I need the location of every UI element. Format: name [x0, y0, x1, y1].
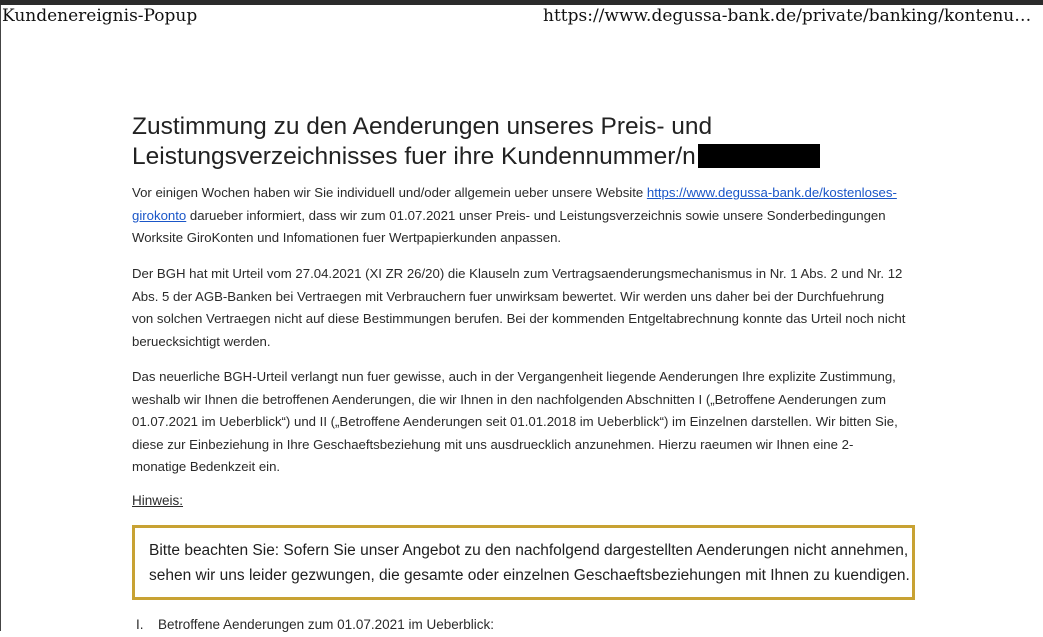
- girokonto-link[interactable]: https://www.degussa-bank.de/kostenloses-girokonto: [132, 185, 897, 223]
- page-title-line1: Zustimmung zu den Aenderungen unseres Preis- und: [132, 113, 713, 140]
- window-left-border: [0, 5, 1, 631]
- hinweis-label: Hinweis:: [132, 493, 184, 508]
- list-item-number: I.: [136, 617, 144, 632]
- intro-text-after-link: darueber informiert, dass wir zum 01.07.2021 unser Preis- und Leistungsverzeichnis sowie unsere Sonderbedingungen Worksite GiroKonten und Infomationen fuer Wertpapierkunden anpassen.: [132, 207, 886, 246]
- redacted-customer-number: [698, 144, 820, 168]
- notice-text: Bitte beachten Sie: Sofern Sie unser Angebot zu den nachfolgend dargestellten Aenderungen nicht annehmen, sehen wir uns leider gezwungen, die gesamte oder einzelnen Geschaeftsbeziehungen mit Ihnen zu kuendigen.: [149, 542, 910, 584]
- list-item: [136, 614, 494, 637]
- popup-title: Kundenereignis-Popup: [2, 6, 198, 26]
- intro-text-before-link: Vor einigen Wochen haben wir Sie individuell und/oder allgemein ueber unsere Website: [132, 185, 647, 200]
- popup-url: https://www.degussa-bank.de/private/banking/kontenu…: [543, 6, 1032, 26]
- popup-header: [0, 5, 1043, 29]
- intro-paragraph: [132, 182, 907, 250]
- list-item-text: Betroffene Aenderungen zum 01.07.2021 im Ueberblick:: [158, 617, 494, 632]
- consent-request-paragraph: Das neuerliche BGH-Urteil verlangt nun fuer gewisse, auch in der Vergangenheit liegende Aenderungen Ihre explizite Zustimmung, weshalb wir Ihnen die betroffenen Aenderungen, die wir Ihnen in den nachfolgenden Abschnitten I („Betroffene Aenderungen zum 01.07.2021 im Ueberblick“) und II („Betroffene Aenderungen seit 01.01.2018 im Ueberblick“) im Einzelnen darstellen. Wir bitten Sie, diese zur Einbeziehung in Ihre Geschaeftsbeziehung mit uns ausdruecklich anzunehmen. Hierzu raeumen wir Ihnen eine 2-monatige Bedenkzeit ein.: [132, 369, 898, 475]
- notice-box: [132, 525, 915, 600]
- page-title-line2: Leistungsverzeichnisses fuer ihre Kundennummer/n: [132, 143, 696, 170]
- bgh-ruling-paragraph: Der BGH hat mit Urteil vom 27.04.2021 (XI ZR 26/20) die Klauseln zum Vertragsaenderungsmechanismus in Nr. 1 Abs. 2 und Nr. 12 Abs. 5 der AGB-Banken bei Vertraegen mit Verbrauchern fuer unwirksam bewertet. Wir werden uns daher bei der Durchfuehrung von solchen Vertraegen nicht auf diese Bestimmungen berufen. Bei der kommenden Entgeltabrechnung konnte das Urteil noch nicht beruecksichtigt werden.: [132, 266, 906, 349]
- main-content[interactable]: [132, 112, 917, 632]
- page-title: [132, 112, 832, 172]
